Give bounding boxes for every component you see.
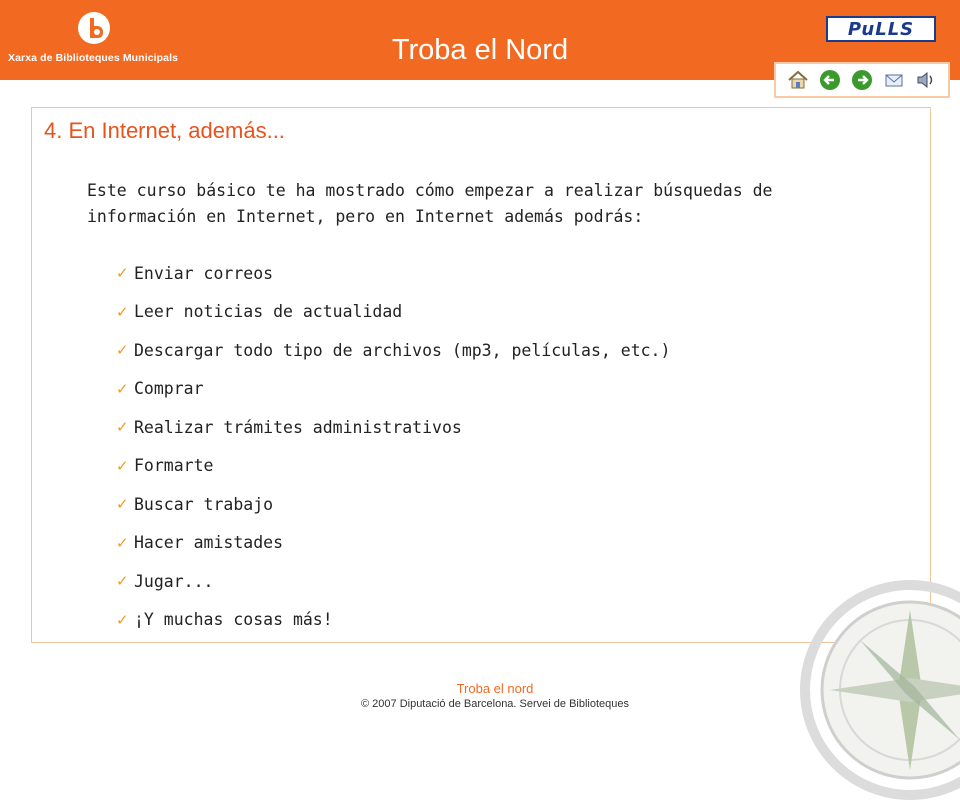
org-name: Xarxa de Biblioteques Municipals (8, 52, 179, 64)
list-item (116, 254, 670, 293)
footer-copyright: © 2007 Diputació de Barcelona. Servei de Biblioteques (361, 698, 629, 710)
list-item (116, 408, 670, 447)
pulls-logo-text: PuLLS (847, 18, 915, 40)
list-item-label: Jugar... (134, 571, 214, 591)
page-title: Troba el Nord (391, 34, 569, 66)
checkmark-icon: ✓ (116, 379, 129, 398)
list-item-label: Formarte (134, 456, 214, 476)
sound-button[interactable] (914, 68, 938, 92)
checkmark-icon: ✓ (116, 302, 129, 321)
list-item (116, 601, 670, 640)
feature-list (116, 254, 670, 639)
mail-button[interactable] (882, 68, 906, 92)
list-item (116, 293, 670, 332)
arrow-back-icon (819, 69, 841, 91)
checkmark-icon: ✓ (116, 264, 129, 283)
list-item (116, 485, 670, 524)
home-icon (787, 69, 809, 91)
list-item-label: Buscar trabajo (134, 494, 274, 514)
list-item (116, 562, 670, 601)
sound-icon (915, 69, 937, 91)
checkmark-icon: ✓ (116, 418, 129, 437)
navigation-toolbar (774, 62, 950, 98)
arrow-forward-icon (851, 69, 873, 91)
list-item-label: ¡Y muchas cosas más! (134, 610, 333, 630)
pulls-logo (826, 16, 936, 42)
list-item-label: Leer noticias de actualidad (134, 302, 403, 322)
forward-button[interactable] (850, 68, 874, 92)
list-item-label: Comprar (134, 379, 204, 399)
back-button[interactable] (818, 68, 842, 92)
checkmark-icon: ✓ (116, 341, 129, 360)
list-item-label: Hacer amistades (134, 533, 284, 553)
footer-title: Troba el nord (456, 681, 534, 696)
content-panel (31, 107, 931, 643)
mail-icon (883, 69, 905, 91)
checkmark-icon: ✓ (116, 456, 129, 475)
checkmark-icon: ✓ (116, 572, 129, 591)
checkmark-icon: ✓ (116, 533, 129, 552)
list-item-label: Realizar trámites administrativos (134, 417, 462, 437)
list-item (116, 447, 670, 486)
checkmark-icon: ✓ (116, 610, 129, 629)
list-item (116, 524, 670, 563)
home-button[interactable] (786, 68, 810, 92)
checkmark-icon: ✓ (116, 495, 129, 514)
list-item-label: Descargar todo tipo de archivos (mp3, películas, etc.) (134, 340, 671, 360)
intro-paragraph: Este curso básico te ha mostrado cómo empezar a realizar búsquedas de información en Internet, pero en Internet además podrás: (87, 181, 773, 226)
list-item (116, 370, 670, 409)
list-item (116, 331, 670, 370)
list-item-label: Enviar correos (134, 263, 274, 283)
section-title: 4. En Internet, además... (44, 118, 285, 143)
